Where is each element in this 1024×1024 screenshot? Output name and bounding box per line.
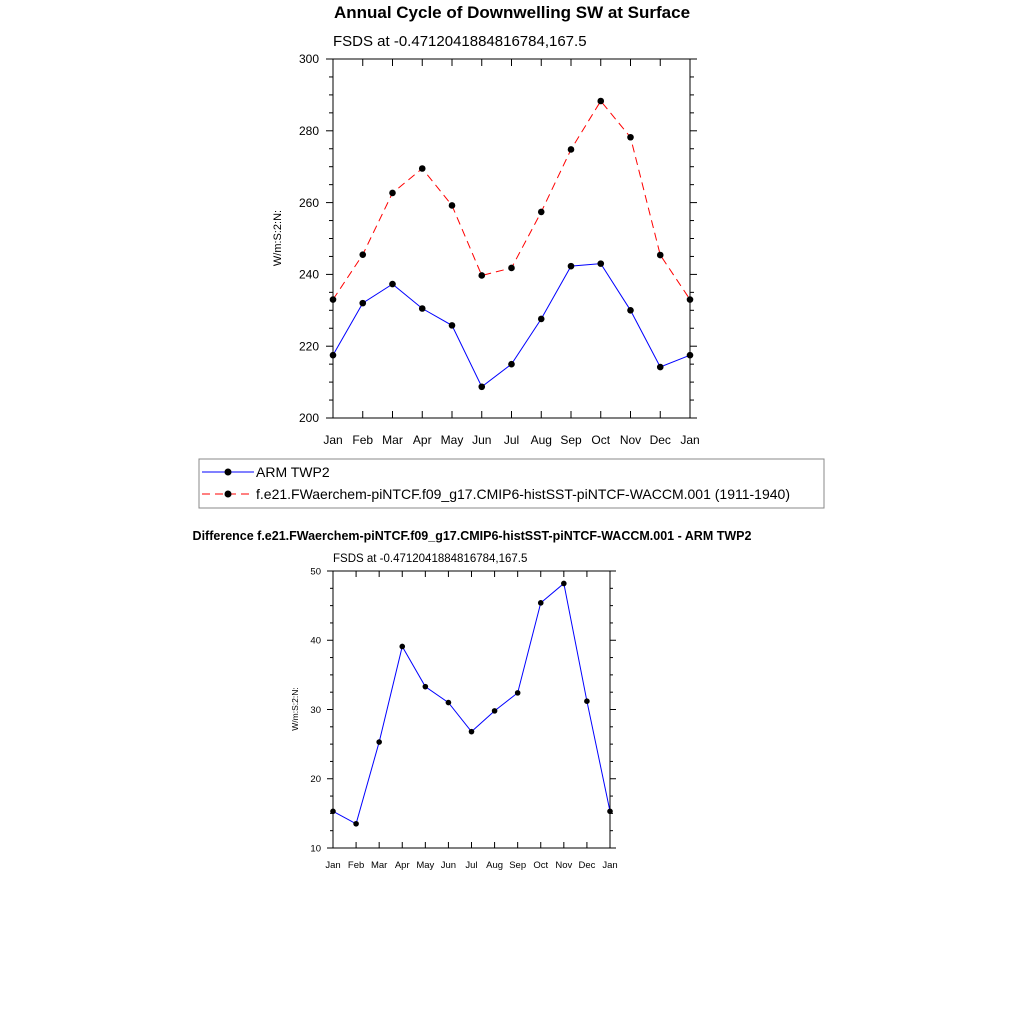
legend-label-model: f.e21.FWaerchem-piNTCF.f09_g17.CMIP6-histSST-piNTCF-WACCM.001 (1911-1940) [256, 486, 790, 502]
data-point [478, 383, 485, 390]
x-tick-label: Sep [509, 860, 527, 871]
y-tick-label: 20 [310, 774, 321, 786]
x-tick-label: May [440, 433, 464, 447]
x-tick-label: Jun [440, 860, 457, 871]
y-axis-label: W/m:S:2:N: [272, 209, 284, 267]
y-tick-label: 240 [298, 267, 319, 282]
data-point [568, 263, 575, 270]
diff-y-axis-label: W/m:S:2:N: [290, 687, 300, 731]
legend-marker-arm [225, 469, 232, 476]
data-point [687, 296, 694, 303]
difference-plot [310, 566, 617, 871]
data-point [423, 684, 429, 690]
x-tick-label: Nov [555, 860, 573, 871]
diff-chart-subtitle: FSDS at -0.4712041884816784,167.5 [333, 553, 528, 565]
x-tick-label: Jun [472, 433, 492, 447]
x-tick-label: Jan [325, 860, 341, 871]
data-point [607, 808, 613, 814]
x-tick-label: Dec [649, 433, 671, 447]
y-tick-label: 300 [298, 52, 319, 67]
data-point [657, 252, 664, 259]
y-tick-label: 280 [298, 124, 319, 138]
data-point [508, 265, 515, 272]
data-point [359, 300, 366, 307]
x-tick-label: Aug [486, 860, 504, 871]
y-tick-label: 50 [310, 566, 321, 578]
x-tick-label: Jul [503, 433, 520, 447]
y-tick-label: 200 [298, 411, 319, 426]
data-point [584, 698, 590, 704]
x-tick-label: Nov [619, 433, 642, 447]
y-tick-label: 10 [310, 843, 321, 855]
data-point [478, 272, 485, 279]
x-tick-label: Mar [382, 433, 403, 447]
x-tick-label: May [416, 860, 435, 871]
data-point [627, 307, 634, 314]
data-point [389, 190, 396, 197]
data-point [353, 821, 359, 827]
data-point [561, 581, 567, 587]
x-tick-label: Jan [602, 860, 618, 871]
y-tick-label: 40 [310, 635, 321, 647]
data-point [359, 251, 366, 258]
data-point [419, 305, 426, 312]
data-point [469, 729, 475, 735]
x-tick-label: Sep [560, 433, 582, 447]
data-point [389, 281, 396, 288]
x-tick-label: Feb [352, 433, 374, 447]
plot-frame [333, 571, 610, 848]
series-line-0 [333, 583, 610, 823]
data-point [515, 690, 521, 696]
x-tick-label: Oct [591, 433, 611, 447]
data-point [538, 316, 545, 323]
data-point [330, 808, 336, 814]
data-point [330, 352, 337, 359]
y-tick-label: 220 [298, 339, 319, 354]
chart-title: Annual Cycle of Downwelling SW at Surface [333, 3, 691, 22]
data-point [538, 209, 545, 216]
y-tick-label: 260 [298, 195, 319, 210]
x-tick-label: Aug [530, 433, 552, 447]
x-tick-label: Apr [394, 860, 410, 871]
data-point [376, 739, 382, 745]
x-tick-label: Apr [412, 433, 432, 447]
data-point [568, 146, 575, 153]
data-point [449, 322, 456, 329]
x-tick-label: Oct [533, 860, 549, 871]
data-point [627, 134, 634, 141]
legend-label-arm: ARM TWP2 [256, 464, 330, 480]
data-point [687, 352, 694, 359]
x-tick-label: Jul [465, 860, 478, 871]
x-tick-label: Jan [323, 433, 343, 447]
diff-chart-title: Difference f.e21.FWaerchem-piNTCF.f09_g17.CMIP6-histSST-piNTCF-WACCM.001 - ARM TWP2 [192, 529, 752, 543]
x-tick-label: Jan [680, 433, 700, 447]
chart-subtitle: FSDS at -0.4712041884816784,167.5 [333, 33, 587, 50]
data-point [597, 98, 604, 105]
y-tick-label: 30 [310, 704, 321, 716]
data-point [657, 364, 664, 371]
data-point [492, 708, 498, 714]
data-point [538, 600, 544, 606]
data-point [446, 700, 452, 706]
data-point [330, 296, 337, 303]
legend-marker-model [225, 491, 232, 498]
data-point [449, 202, 456, 209]
data-point [508, 361, 515, 368]
legend [199, 459, 824, 508]
annual-cycle-plot [299, 52, 700, 447]
x-tick-label: Feb [347, 860, 365, 871]
data-point [399, 644, 405, 650]
x-tick-label: Mar [370, 860, 388, 871]
series-line-0 [333, 264, 690, 387]
data-point [419, 165, 426, 172]
data-point [597, 260, 604, 267]
x-tick-label: Dec [578, 860, 596, 871]
